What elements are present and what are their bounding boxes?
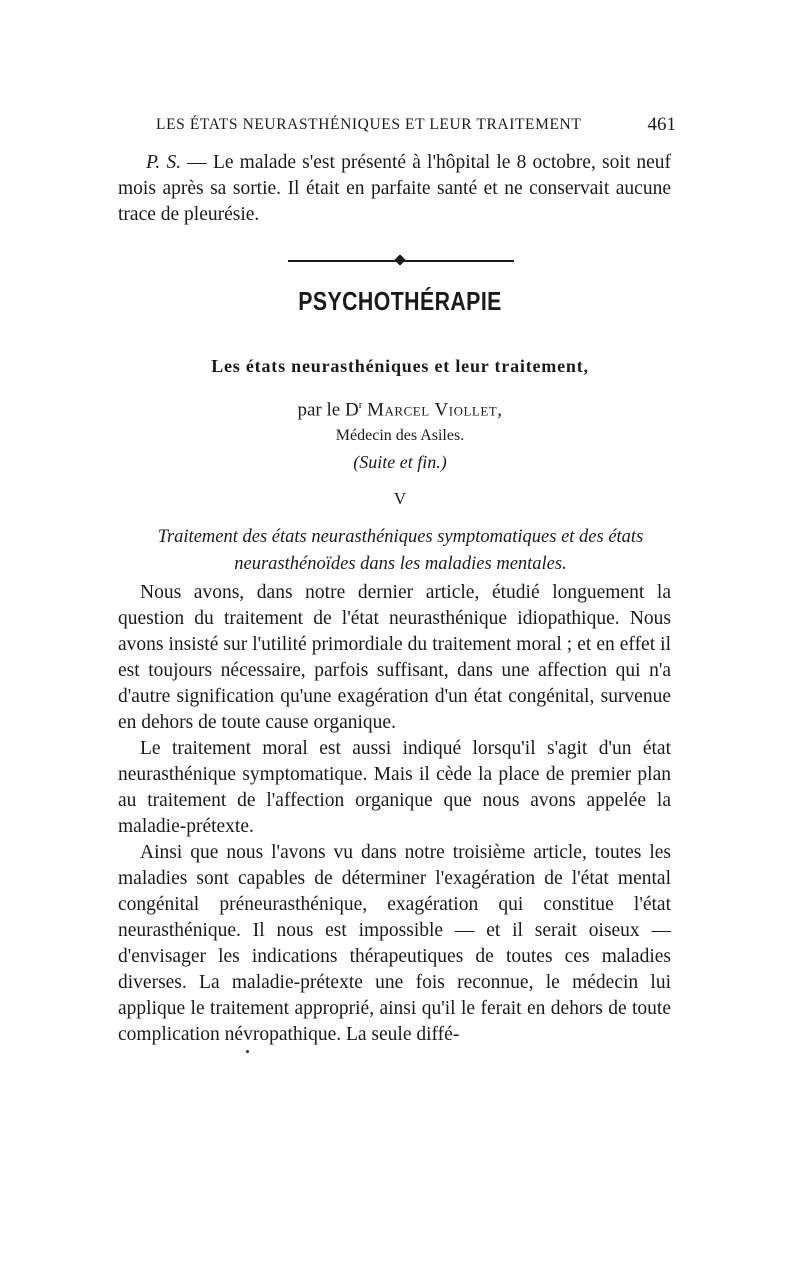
- postscript: [118, 150, 671, 228]
- paragraph: Le traitement moral est aussi indiqué lorsqu'il s'agit d'un état neurasthénique symptomatique. Mais il cède la place de premier plan au traitement de l'affection organique que nous avons appelée la maladie-prétexte.: [118, 738, 671, 837]
- paragraph: Nous avons, dans notre dernier article, étudié longuement la question du traitement de l'état neurasthénique idiopathique. Nous avons insisté sur l'utilité primordiale du traitement moral ; et en effet il est toujours nécessaire, parfois suffisant, dans une affection qui n'a d'autre signification qu'une exagération d'un état congénital, survenue en dehors de toute cause organique.: [118, 582, 671, 733]
- page-number: 461: [647, 114, 676, 135]
- author-name: Marcel Viollet,: [367, 399, 503, 421]
- divider-diamond-ornament: [394, 254, 405, 265]
- author-title-superscript: r: [358, 399, 363, 411]
- main-text: [118, 580, 671, 1048]
- author-affiliation: Médecin des Asiles.: [335, 427, 465, 444]
- postscript-text: — Le malade s'est présenté à l'hôpital le 8 octobre, soit neuf mois après sa sortie. Il était en parfaite santé et ne conservait aucune trace de pleurésie.: [118, 152, 672, 225]
- chapter-number: V: [393, 489, 407, 508]
- paragraph: Ainsi que nous l'avons vu dans notre troisième article, toutes les maladies sont capables de déterminer l'exagération de l'état mental congénital préneurasthénique, exagération qui constitue l'état neurasthénique. Il nous est impossible — et il serait oiseux — d'envisager les indications thérapeutiques de toutes ces maladies diverses. La maladie-prétexte une fois reconnue, le médecin lui applique le traitement approprié, ainsi qu'il le ferait en dehors de toute complication névropathique. La seule diffé-: [118, 842, 671, 1045]
- running-header-title: LES ÉTATS NEURASTHÉNIQUES ET LEUR TRAITEMENT: [156, 116, 582, 133]
- postscript-paragraph: [118, 150, 671, 228]
- author-prefix: par le D: [297, 399, 359, 421]
- continuation-note: (Suite et fin.): [353, 452, 447, 472]
- chapter-title: Traitement des états neurasthéniques symptomatiques et des états neurasthénoïdes dans les maladies mentales.: [157, 527, 644, 574]
- running-header: [156, 116, 676, 134]
- print-speck: [246, 1050, 249, 1053]
- article-title: Les états neurasthéniques et leur traitement,: [211, 356, 589, 376]
- author-line: [0, 399, 800, 421]
- section-title: PSYCHOTHÉRAPIE: [298, 286, 502, 316]
- postscript-label: P. S.: [146, 152, 182, 173]
- section-divider: [288, 256, 514, 266]
